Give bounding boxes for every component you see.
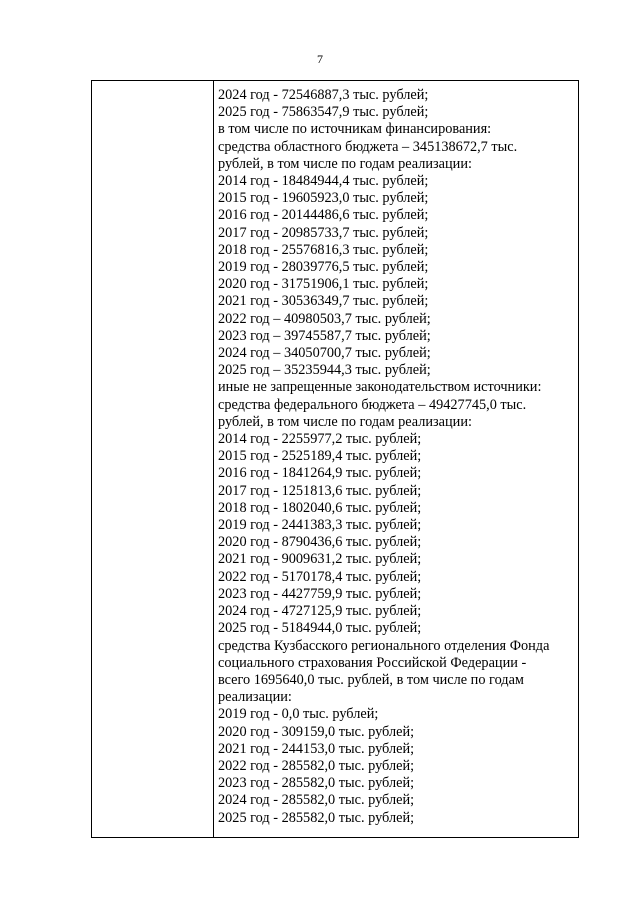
text-line: 2022 год – 40980503,7 тыс. рублей; (218, 310, 431, 327)
text-line: рублей, в том числе по годам реализации: (218, 155, 472, 172)
text-line: иные не запрещенные законодательством источники: (218, 379, 542, 396)
text-line: 2017 год - 20985733,7 тыс. рублей; (218, 224, 429, 241)
text-line: 2019 год - 28039776,5 тыс. рублей; (218, 259, 429, 276)
text-line: 2020 год - 309159,0 тыс. рублей; (218, 723, 415, 740)
text-line: 2024 год - 72546887,3 тыс. рублей; (218, 87, 429, 103)
text-line: 2025 год - 285582,0 тыс. рублей; (218, 809, 415, 826)
table-right-cell (214, 81, 578, 837)
text-line: 2025 год - 75863547,9 тыс. рублей; (218, 104, 429, 121)
text-line: 2024 год – 34050700,7 тыс. рублей; (218, 345, 431, 362)
page-number: 7 (317, 52, 323, 66)
text-line: 2019 год - 2441383,3 тыс. рублей; (218, 517, 422, 534)
text-line: 2016 год - 20144486,6 тыс. рублей; (218, 207, 429, 224)
text-line: 2021 год - 30536349,7 тыс. рублей; (218, 293, 429, 310)
text-line: 2025 год - 5184944,0 тыс. рублей; (218, 620, 422, 637)
text-line: средства федерального бюджета – 49427745,0 тыс. (218, 396, 527, 413)
text-line: реализации: (218, 689, 292, 706)
text-line: 2024 год - 4727125,9 тыс. рублей; (218, 603, 422, 620)
text-line: в том числе по источникам финансирования: (218, 121, 492, 138)
text-line: 2021 год - 9009631,2 тыс. рублей; (218, 551, 422, 568)
text-line: 2025 год – 35235944,3 тыс. рублей; (218, 362, 431, 379)
text-line: 2023 год - 4427759,9 тыс. рублей; (218, 585, 422, 602)
text-line: 2023 год – 39745587,7 тыс. рублей; (218, 327, 431, 344)
text-line: 2020 год - 8790436,6 тыс. рублей; (218, 534, 422, 551)
text-line: 2022 год - 5170178,4 тыс. рублей; (218, 568, 422, 585)
text-line: 2024 год - 285582,0 тыс. рублей; (218, 792, 415, 809)
text-line: 2019 год - 0,0 тыс. рублей; (218, 706, 379, 723)
text-line: рублей, в том числе по годам реализации: (218, 413, 472, 430)
text-line: 2022 год - 285582,0 тыс. рублей; (218, 757, 415, 774)
table-left-cell (92, 81, 214, 837)
text-line: 2023 год - 285582,0 тыс. рублей; (218, 775, 415, 792)
text-line: 2015 год - 2525189,4 тыс. рублей; (218, 448, 422, 465)
text-line: 2014 год - 18484944,4 тыс. рублей; (218, 173, 429, 190)
text-line: 2020 год - 31751906,1 тыс. рублей; (218, 276, 429, 293)
text-line: 2014 год - 2255977,2 тыс. рублей; (218, 431, 422, 448)
text-line: 2018 год - 25576816,3 тыс. рублей; (218, 241, 429, 258)
text-line: социального страхования Российской Федерации - (218, 654, 527, 671)
text-line: 2018 год - 1802040,6 тыс. рублей; (218, 499, 422, 516)
text-line: 2017 год - 1251813,6 тыс. рублей; (218, 482, 422, 499)
text-line: всего 1695640,0 тыс. рублей, в том числе по годам (218, 671, 524, 688)
text-line: средства областного бюджета – 345138672,7 тыс. (218, 138, 518, 155)
document-table (91, 80, 579, 838)
text-line: 2015 год - 19605923,0 тыс. рублей; (218, 190, 429, 207)
text-line: средства Кузбасского регионального отделения Фонда (218, 637, 550, 654)
text-line: 2016 год - 1841264,9 тыс. рублей; (218, 465, 422, 482)
text-line: 2021 год - 244153,0 тыс. рублей; (218, 740, 415, 757)
